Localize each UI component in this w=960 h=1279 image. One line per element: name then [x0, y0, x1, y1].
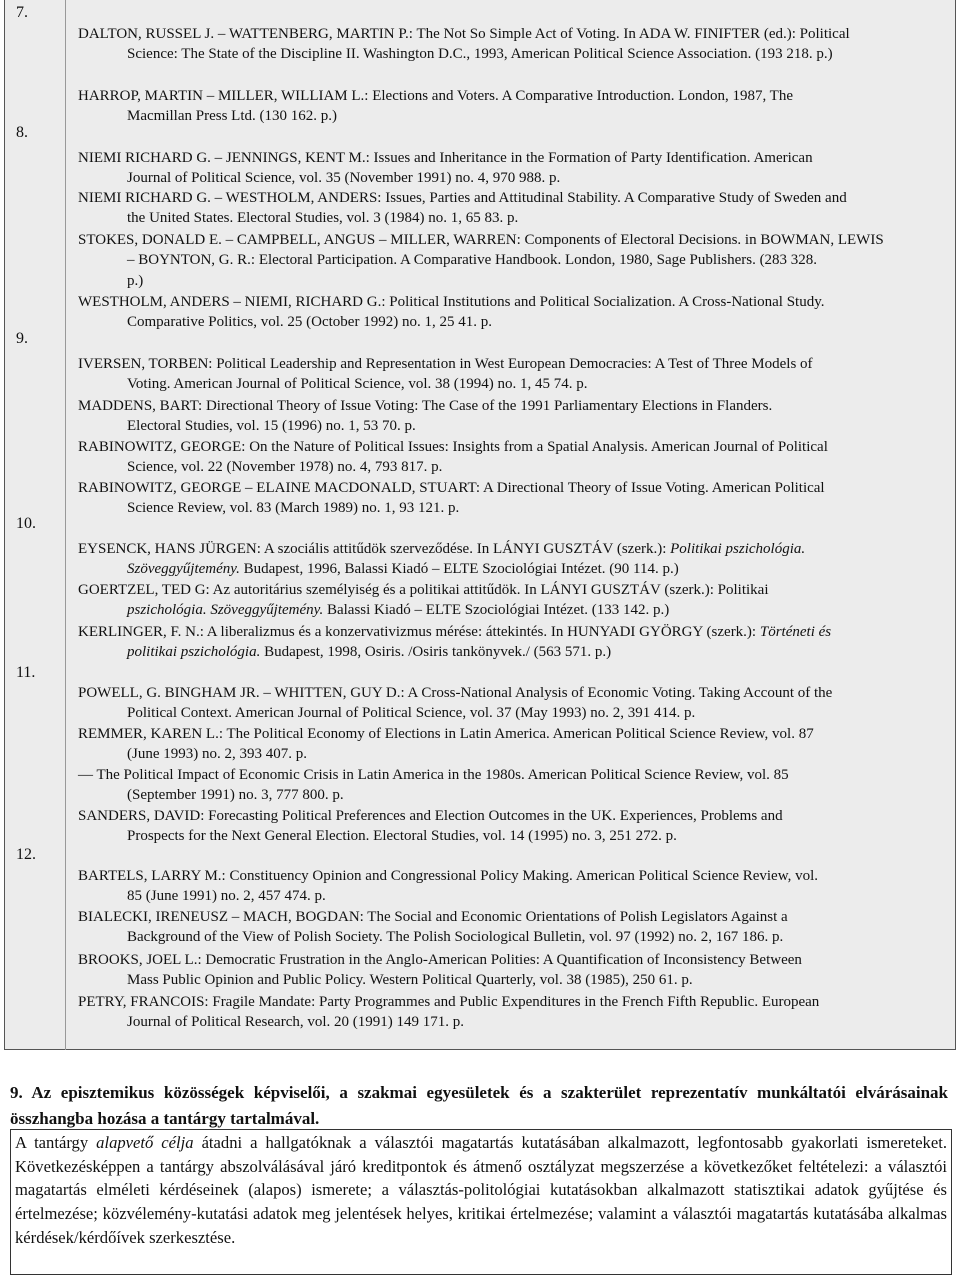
reference-entry: KERLINGER, F. N.: A liberalizmus és a konzervativizmus mérése: áttekintés. In HUNYADI GYÖRGY (szerk.): Történeti és politikai pszichológia. Budapest, 1998, Osiris. /Osiris tankönyvek./ (563 571. p.) [78, 624, 832, 661]
description-text: A tantárgy [15, 1133, 97, 1152]
reference-entry: BARTELS, LARRY M.: Constituency Opinion and Congressional Policy Making. American Political Science Review, vol. 85 (June 1991) no. 2, 457 474. p. [78, 868, 818, 905]
reference-entry: BIALECKI, IRENEUSZ – MACH, BOGDAN: The Social and Economic Orientations of Polish Legislators Against a Background of the View of Polish Society. The Polish Sociological Bulletin, vol. 97 (1992) no. 2, 167 186. p. [78, 909, 788, 946]
row-number-12: 12. [16, 846, 36, 863]
reference-entry: STOKES, DONALD E. – CAMPBELL, ANGUS – MILLER, WARREN: Components of Electoral Decisions. in BOWMAN, LEWIS – BOYNTON, G. R.: Electoral Participation. A Comparative Handbook. London, 1980, Sage Publishers. (283 328. p.) [78, 232, 884, 289]
reference-entry: SANDERS, DAVID: Forecasting Political Preferences and Election Outcomes in the UK. Experiences, Problems and Prospects for the Next General Election. Electoral Studies, vol. 14 (1995) no. 3, 251 272. p. [78, 808, 783, 845]
reference-entry: NIEMI RICHARD G. – JENNINGS, KENT M.: Issues and Inheritance in the Formation of Party Identification. American Journal of Political Science, vol. 35 (November 1991) no. 4, 970 988. p. [78, 150, 813, 187]
course-description-box [10, 1129, 952, 1275]
row-number-8: 8. [16, 124, 28, 141]
reference-entry: WESTHOLM, ANDERS – NIEMI, RICHARD G.: Political Institutions and Political Socialization. A Cross-National Study. Comparative Politics, vol. 25 (October 1992) no. 1, 25 41. p. [78, 294, 825, 331]
row-number-column [4, 0, 66, 1050]
reference-entry: RABINOWITZ, GEORGE: On the Nature of Political Issues: Insights from a Spatial Analysis. American Journal of Political Science, vol. 22 (November 1978) no. 4, 793 817. p. [78, 439, 828, 476]
reference-entry: EYSENCK, HANS JÜRGEN: A szociális attitűdök szerveződése. In LÁNYI GUSZTÁV (szerk.): Politikai pszichológia. Szöveggyűjtemény. Budapest, 1996, Balassi Kiadó – ELTE Szociológiai Intézet. (90 114. p.) [78, 541, 806, 578]
row-number-11: 11. [16, 664, 36, 681]
reference-entry: — The Political Impact of Economic Crisis in Latin America in the 1980s. American Political Science Review, vol. 85 (September 1991) no. 3, 777 800. p. [78, 767, 789, 804]
reference-entry: REMMER, KAREN L.: The Political Economy of Elections in Latin America. American Political Science Review, vol. 87 (June 1993) no. 2, 393 407. p. [78, 726, 814, 763]
row-number-9: 9. [16, 330, 28, 347]
description-emphasis: alapvető célja [96, 1133, 194, 1152]
reference-entry: POWELL, G. BINGHAM JR. – WHITTEN, GUY D.: A Cross-National Analysis of Economic Voting. Taking Account of the Political Context. American Journal of Political Science, vol. 37 (May 1993) no. 2, 391 414. p. [78, 685, 833, 722]
reference-entry: IVERSEN, TORBEN: Political Leadership and Representation in West European Democracies: A Test of Three Models of Voting. American Journal of Political Science, vol. 38 (1994) no. 1, 45 74. p. [78, 356, 813, 393]
reference-entry: NIEMI RICHARD G. – WESTHOLM, ANDERS: Issues, Parties and Attitudinal Stability. A Comparative Study of Sweden and the United States. Electoral Studies, vol. 3 (1984) no. 1, 65 83. p. [78, 190, 847, 227]
reference-entry: MADDENS, BART: Directional Theory of Issue Voting: The Case of the 1991 Parliamentary Elections in Flanders. Electoral Studies, vol. 15 (1996) no. 1, 53 70. p. [78, 398, 773, 435]
reference-entry: RABINOWITZ, GEORGE – ELAINE MACDONALD, STUART: A Directional Theory of Issue Voting. American Political Science Review, vol. 83 (March 1989) no. 1, 93 121. p. [78, 480, 825, 517]
reference-entry: PETRY, FRANCOIS: Fragile Mandate: Party Programmes and Public Expenditures in the French Fifth Republic. European Journal of Political Research, vol. 20 (1991) 149 171. p. [78, 994, 820, 1031]
row-number-10: 10. [16, 515, 36, 532]
row-number-7: 7. [16, 4, 28, 21]
reference-entry: GOERTZEL, TED G: Az autoritárius személyiség és a politikai attitűdök. In LÁNYI GUSZTÁV (szerk.): Politikai pszichológia. Szöveggyűjtemény. Balassi Kiadó – ELTE Szociológiai Intézet. (133 142. p.) [78, 582, 769, 619]
description-text-rest: átadni a hallgatóknak a választói magatartás kutatásában alkalmazott, legfontosabb gyakorlati ismereteket. Következésképpen a tantárgy abszolválásával járó kreditpontok és átmenő osztályzat megszerzése a következőket feltételezi: a választói magatartás elméleti kérdéseinek (alapos) ismerete; a választás-politológiai kutatásokban alkalmazott statisztikai adatok gyűjtése és értelmezése; közvélemény-kutatási adatok meg jelentések helyes, kritikai értelmezése; valamint a választói magatartás kutatásába alkalmas kérdések/kérdőívek szerkesztése. [15, 1133, 947, 1247]
section-heading: 9. Az episztemikus közösségek képviselői, a szakmai egyesületek és a szakterület reprezentatív munkáltatói elvárásainak összhangba hozása a tantárgy tartalmával. [10, 1083, 948, 1128]
reference-entry: HARROP, MARTIN – MILLER, WILLIAM L.: Elections and Voters. A Comparative Introduction. London, 1987, The Macmillan Press Ltd. (130 162. p.) [78, 88, 794, 125]
reference-entry: DALTON, RUSSEL J. – WATTENBERG, MARTIN P.: The Not So Simple Act of Voting. In ADA W. FINIFTER (ed.): Political Science: The State of the Discipline II. Washington D.C., 1993, American Political Science Association. (193 218. p.) [78, 26, 850, 63]
reference-entry: BROOKS, JOEL L.: Democratic Frustration in the Anglo-American Polities: A Quantification of Inconsistency Between Mass Public Opinion and Public Policy. Western Political Quarterly, vol. 38 (1985), 250 61. p. [78, 952, 802, 989]
